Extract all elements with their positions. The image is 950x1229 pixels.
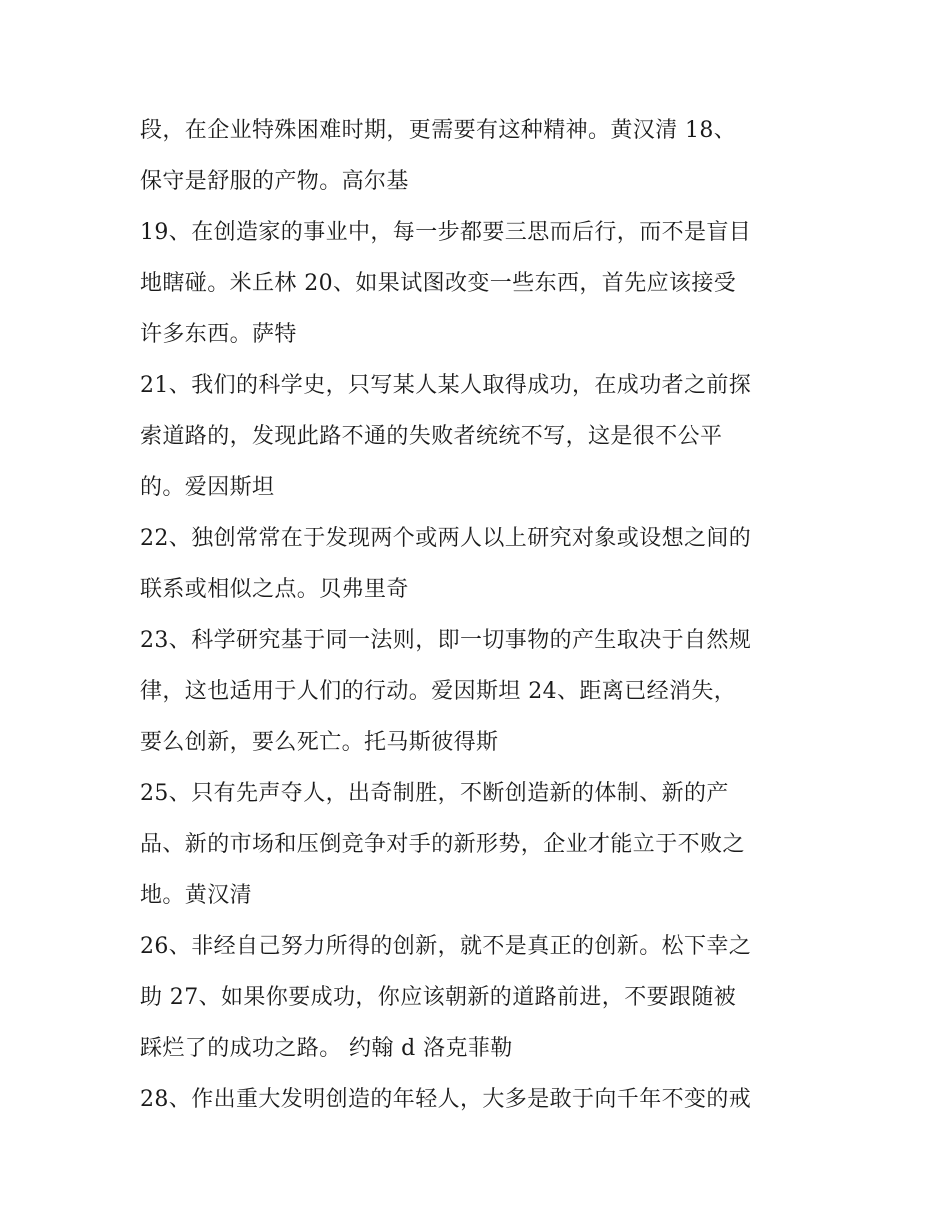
- text-line: 踩烂了的成功之路。 约翰 d 洛克菲勒: [140, 1036, 513, 1061]
- text-line: 联系或相似之点。贝弗里奇: [140, 577, 409, 602]
- text-line: 保守是舒服的产物。高尔基: [140, 169, 409, 194]
- text-line: 地瞎碰。米丘林 20、如果试图改变一些东西，首先应该接受: [140, 271, 737, 296]
- text-line: 25、只有先声夺人，出奇制胜，不断创造新的体制、新的产: [140, 781, 729, 806]
- text-line: 段，在企业特殊困难时期，更需要有这种精神。黄汉清 18、: [140, 118, 737, 143]
- text-line: 的。爱因斯坦: [140, 475, 275, 500]
- text-line: 地。黄汉清: [140, 883, 253, 908]
- text-line: 律，这也适用于人们的行动。爱因斯坦 24、距离已经消失，: [140, 679, 737, 704]
- text-line: 索道路的，发现此路不通的失败者统统不写，这是很不公平: [140, 424, 723, 449]
- text-line: 21、我们的科学史，只写某人某人取得成功，在成功者之前探: [140, 373, 752, 398]
- text-line: 23、科学研究基于同一法则，即一切事物的产生取决于自然规: [140, 628, 752, 653]
- text-line: 22、独创常常在于发现两个或两人以上研究对象或设想之间的: [140, 526, 752, 551]
- text-line: 品、新的市场和压倒竞争对手的新形势，企业才能立于不败之: [140, 832, 745, 857]
- text-line: 助 27、如果你要成功，你应该朝新的道路前进，不要跟随被: [140, 985, 737, 1010]
- text-line: 许多东西。萨特: [140, 322, 297, 347]
- text-line: 28、作出重大发明创造的年轻人，大多是敢于向千年不变的戒: [140, 1087, 752, 1112]
- text-line: 19、在创造家的事业中，每一步都要三思而后行，而不是盲目: [140, 220, 752, 245]
- quote-text-block: [140, 105, 820, 1125]
- text-line: 要么创新，要么死亡。托马斯彼得斯: [140, 730, 499, 755]
- text-line: 26、非经自己努力所得的创新，就不是真正的创新。松下幸之: [140, 934, 752, 959]
